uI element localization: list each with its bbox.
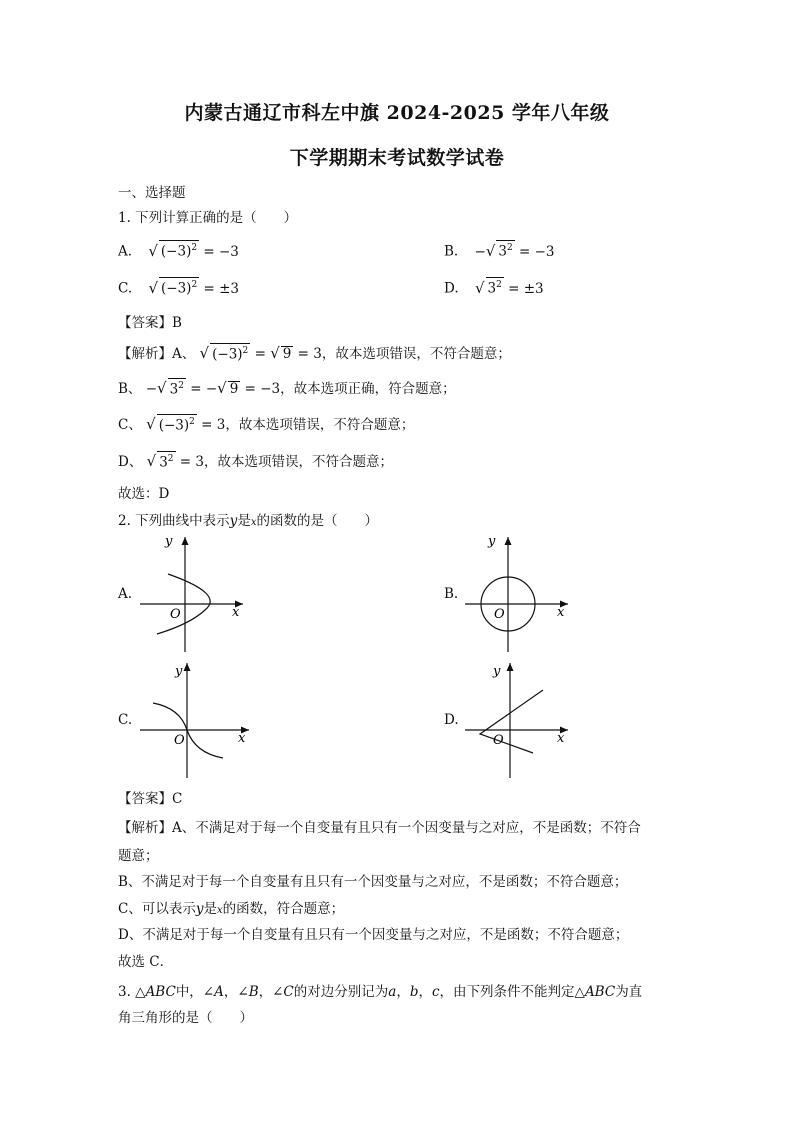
analysis-a-suffix: ，故本选项错误，不符合题意；	[321, 346, 511, 362]
q2-analysis-d: D、不满足对于每一个自变量有且只有一个因变量与之对应，不是函数；不符合题意；	[118, 927, 629, 943]
q2-analysis-c-y: y	[195, 901, 204, 917]
q1-option-d	[444, 277, 544, 297]
analysis-d-formula: √ $3^2 = 3$	[146, 452, 204, 470]
q1-analysis-b	[118, 377, 456, 397]
q3-angle-c: C	[283, 984, 294, 1000]
y-axis-arrow	[182, 537, 189, 545]
q3-sep2: ，∠	[258, 984, 284, 1000]
origin-label: O	[494, 607, 505, 622]
q2-analysis-c-end: 的函数，符合题意；	[222, 901, 345, 917]
q1-analysis-a	[118, 342, 511, 362]
q3-comma-1: ，	[396, 984, 410, 1000]
analysis-a-prefix: A、	[172, 346, 196, 362]
analysis-label: 【解析】	[118, 346, 172, 362]
q1-option-c	[118, 277, 239, 297]
q3-post: 的对边分别记为	[293, 984, 389, 1000]
section-heading: 一、选择题	[118, 185, 186, 201]
y-axis-label: y	[175, 664, 183, 679]
q2-conclusion: 故选 C．	[118, 954, 174, 970]
analysis-b-prefix: B、	[118, 381, 142, 397]
y-axis-label: y	[165, 534, 173, 549]
q1-analysis-d	[118, 450, 393, 470]
q2-option-b-label: B.	[444, 586, 459, 602]
q3-side-b: b	[409, 984, 419, 1000]
q2-graph-c	[135, 658, 260, 783]
q2-stem-end: 的函数的是（ ）	[256, 513, 378, 529]
origin-label: O	[493, 733, 504, 748]
y-axis-label: y	[488, 534, 496, 549]
analysis-a-formula: √ $(-3)^2$ = √ 9 = 3	[199, 344, 322, 362]
q1-option-a-label: A.	[118, 243, 133, 260]
q3-triangle-2: ABC	[584, 984, 616, 1000]
q2-option-c-label: C.	[118, 712, 133, 728]
q1-option-b-formula: −√ $3^2 = -3$	[474, 241, 555, 260]
x-axis-label: x	[232, 605, 240, 620]
q2-option-d-label: D.	[444, 712, 459, 728]
analysis-b-suffix: ，故本选项正确，符合题意；	[280, 381, 456, 397]
q3-triangle: ABC	[145, 984, 176, 1000]
q2-answer: 【答案】C	[118, 791, 183, 807]
q2-stem-x: x	[250, 517, 257, 528]
q2-analysis-b: B、不满足对于每一个自变量有且只有一个因变量与之对应，不是函数；不符合题意；	[118, 874, 628, 890]
q2-stem-start: 2. 下列曲线中表示	[118, 513, 230, 529]
q2-stem-y: y	[229, 513, 238, 529]
q2-analysis-c-mid: 是	[203, 901, 217, 917]
q2-analysis-c-x: x	[216, 905, 223, 916]
q1-stem: 1. 下列计算正确的是（ ）	[118, 210, 298, 226]
y-axis-arrow	[184, 663, 191, 671]
q3-side-a: a	[388, 984, 397, 1000]
q3-end: ，由下列条件不能判定△	[439, 984, 585, 1000]
q3-tail: 为直	[615, 984, 643, 1000]
q1-option-a	[118, 240, 239, 260]
x-axis-label: x	[238, 731, 246, 746]
q1-conclusion: 故选：D	[118, 486, 170, 502]
q1-option-b-label: B.	[444, 243, 459, 260]
x-axis-label: x	[557, 731, 565, 746]
analysis-c-formula: √ $(-3)^2 = 3$	[146, 415, 226, 433]
q1-answer: 【答案】B	[118, 315, 182, 331]
analysis-c-prefix: C、	[118, 417, 142, 433]
analysis-c-suffix: ，故本选项错误，不符合题意；	[225, 417, 415, 433]
q3-sep1: ，∠	[223, 984, 249, 1000]
q1-option-c-label: C.	[118, 280, 133, 297]
x-axis-label: x	[557, 605, 565, 620]
analysis-d-prefix: D、	[118, 454, 143, 470]
q1-option-c-formula: √ $(-3)^2 = \pm 3$	[148, 278, 239, 297]
q3-angle-a: A	[214, 984, 224, 1000]
q1-analysis-c	[118, 413, 414, 433]
q1-option-a-formula: √ $(-3)^2 = -3$	[148, 241, 239, 260]
q1-option-d-label: D.	[444, 280, 459, 297]
q2-option-a-label: A.	[118, 586, 133, 602]
q3-comma-2: ，	[418, 984, 432, 1000]
q2-graph-a	[135, 532, 255, 657]
origin-label: O	[170, 607, 181, 622]
q2-analysis-a-line2: 题意；	[118, 848, 159, 864]
q2-stem	[118, 509, 378, 529]
y-axis-arrow	[507, 663, 514, 671]
q1-option-b	[444, 240, 555, 260]
q2-analysis-a-line1: 【解析】A、不满足对于每一个自变量有且只有一个因变量与之对应，不是函数；不符合	[118, 820, 641, 836]
analysis-d-suffix: ，故本选项错误，不符合题意；	[204, 454, 393, 470]
exam-title-line2: 下学期期末考试数学试卷	[289, 147, 505, 169]
q2-graph-d	[460, 658, 580, 783]
origin-label: O	[174, 733, 185, 748]
q3-stem-line2: 角三角形的是（ ）	[118, 1010, 253, 1026]
q2-analysis-c-pre: C、可以表示	[118, 901, 196, 917]
exam-title-line1: 内蒙古通辽市科左中旗 2024-2025 学年八年级	[184, 102, 610, 124]
y-axis-arrow	[505, 537, 512, 545]
analysis-b-formula: −√ $3^2$ = −√ 9 = −3	[145, 379, 281, 397]
q3-mid: 中，∠	[175, 984, 215, 1000]
q2-analysis-c	[118, 897, 344, 917]
angle-curve	[480, 690, 543, 753]
q1-option-d-formula: √ $3^2 = \pm 3$	[474, 278, 544, 297]
q3-side-c: c	[431, 984, 440, 1000]
y-axis-label: y	[493, 664, 501, 679]
q2-graph-b	[460, 532, 580, 657]
q3-stem-line1	[118, 980, 642, 1000]
q3-pre: 3. △	[118, 984, 146, 1000]
q3-angle-b: B	[248, 984, 259, 1000]
q2-stem-mid: 是	[237, 513, 251, 529]
